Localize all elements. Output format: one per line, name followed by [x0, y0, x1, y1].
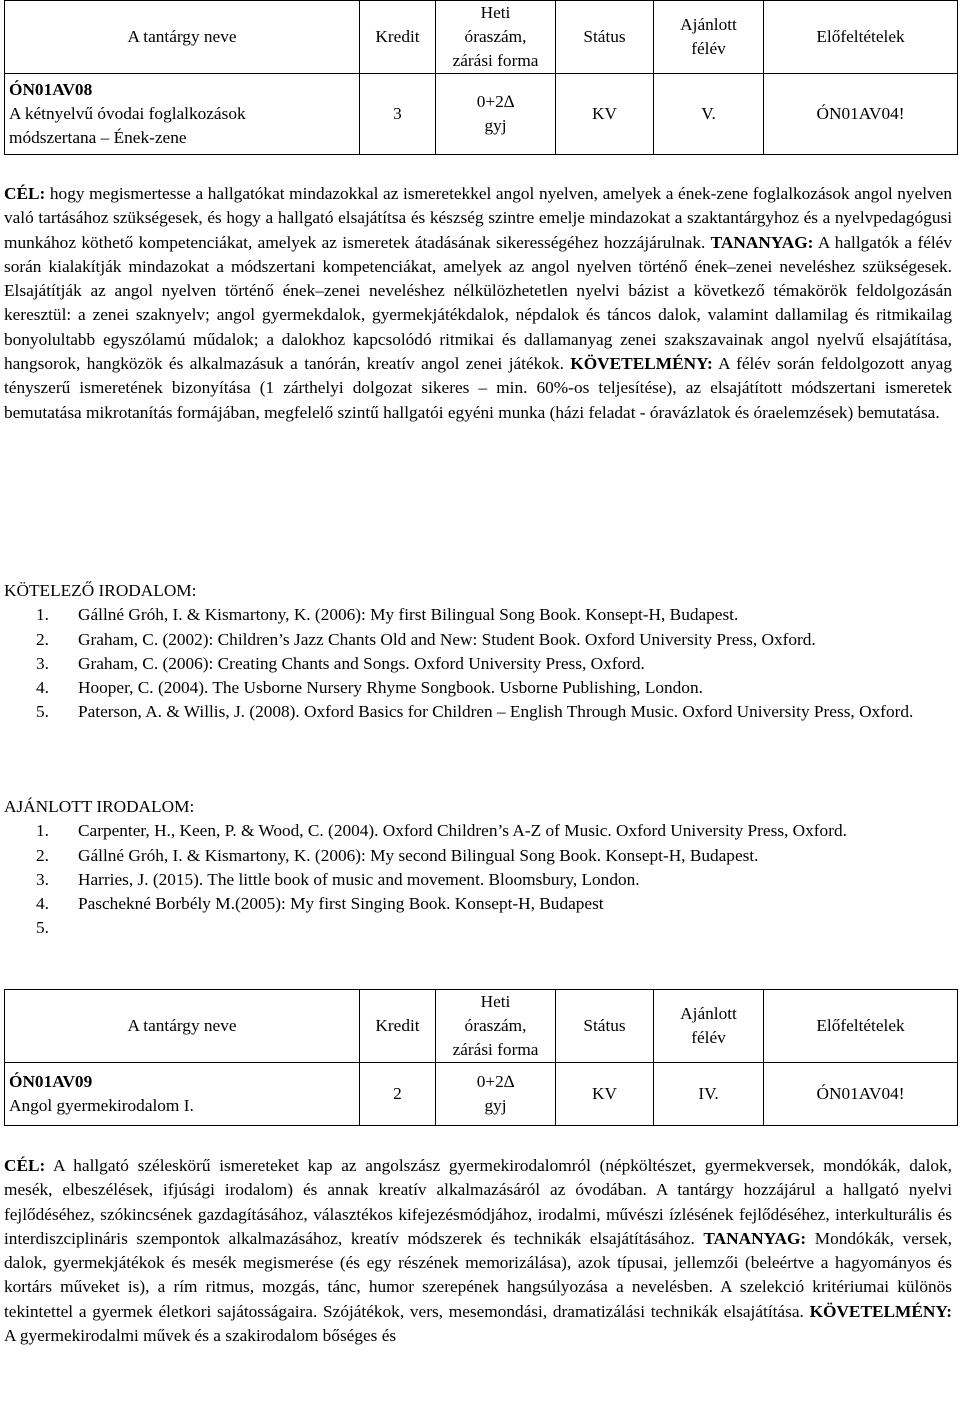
course1-desc-paragraph — [4, 182, 952, 425]
course-row — [5, 1063, 958, 1126]
header-credit: Kredit — [360, 990, 436, 1063]
required-literature — [4, 579, 952, 725]
list-text: Carpenter, H., Keen, P. & Wood, C. (2004). Oxford Children’s A-Z of Music. Oxford University Press, Oxford. — [78, 821, 847, 841]
list-text: Gállné Gróh, I. & Kismartony, K. (2006): My second Bilingual Song Book. Konsept-H, Budapest. — [78, 845, 759, 865]
list-number: 4. — [36, 894, 49, 914]
recommended-heading: AJÁNLOTT IRODALOM: — [4, 797, 195, 816]
course-name-line2: módszertana – Ének-zene — [9, 128, 187, 147]
header-semester-line1: Ajánlott — [680, 1004, 737, 1023]
course-name-cell — [5, 74, 360, 155]
cel-text: hogy megismertesse a hallgatókat mindazokkal az ismeretekkel angol nyelven, amelyek a ének-zene foglalkozások angol nyelven való tartásához szükségesek, és hogy a hallgató elsajátítsa és készség szintre emelje mindazokat a szaktantárgyhoz és a nyelvpedagógusi munkához köthető kompetenciákat, amelyek az ismeretek átadásának sikerességéhez hozzájárulnak. — [4, 184, 952, 252]
header-semester-line2: félév — [691, 1028, 726, 1047]
course-name-line1: A kétnyelvű óvodai foglalkozások — [9, 104, 246, 123]
course-status: KV — [556, 1063, 654, 1126]
header-status: Státus — [556, 990, 654, 1063]
list-item — [4, 676, 952, 700]
course-semester: V. — [654, 74, 764, 155]
list-text: Paterson, A. & Willis, J. (2008). Oxford Basics for Children – English Through Music. Oxford University Press, Oxford. — [78, 702, 914, 722]
course-table-1 — [4, 0, 958, 155]
header-semester-line2: félév — [691, 39, 726, 58]
kovetelmeny-label: KÖVETELMÉNY: — [809, 1301, 952, 1321]
list-item — [4, 868, 952, 892]
course-prereq: ÓN01AV04! — [764, 74, 958, 155]
header-credit: Kredit — [360, 1, 436, 74]
list-item — [4, 844, 952, 868]
course-hours — [436, 74, 556, 155]
header-semester-line1: Ajánlott — [680, 15, 737, 34]
course-hours-line1: 0+2∆ — [476, 1072, 515, 1091]
header-hours — [436, 1, 556, 74]
header-semester — [654, 1, 764, 74]
tananyag-label: TANANYAG: — [710, 232, 814, 252]
list-text: Hooper, C. (2004). The Usborne Nursery Rhyme Songbook. Usborne Publishing, London. — [78, 678, 703, 698]
header-hours-line1: Heti — [480, 992, 511, 1011]
list-number: 5. — [36, 918, 49, 938]
list-item — [4, 652, 952, 676]
cel-label: CÉL: — [4, 184, 46, 203]
cel-label: CÉL: — [4, 1156, 46, 1175]
header-status: Státus — [556, 1, 654, 74]
header-name: A tantárgy neve — [5, 1, 360, 74]
list-text: Gállné Gróh, I. & Kismartony, K. (2006): My first Bilingual Song Book. Konsept-H, Budapest. — [78, 605, 739, 625]
header-hours — [436, 990, 556, 1063]
course-credit: 2 — [360, 1063, 436, 1126]
header-hours-line1: Heti — [480, 3, 511, 22]
course-row — [5, 74, 958, 155]
required-list — [4, 603, 952, 724]
list-item — [4, 819, 952, 843]
list-item — [4, 700, 952, 724]
list-number: 3. — [36, 869, 49, 889]
list-number: 2. — [36, 629, 49, 649]
course-table-2 — [4, 989, 958, 1126]
list-number: 1. — [36, 605, 49, 625]
header-hours-line2: óraszám, — [464, 1016, 527, 1035]
header-hours-line3: zárási forma — [452, 1040, 539, 1059]
course-hours-line1: 0+2∆ — [476, 92, 515, 111]
list-item — [4, 628, 952, 652]
header-hours-line2: óraszám, — [464, 27, 527, 46]
list-number: 3. — [36, 653, 49, 673]
list-item — [4, 916, 952, 940]
header-semester — [654, 990, 764, 1063]
header-prereq: Előfeltételek — [764, 990, 958, 1063]
header-prereq: Előfeltételek — [764, 1, 958, 74]
course-hours-line2: gyj — [484, 1096, 507, 1115]
course-credit: 3 — [360, 74, 436, 155]
kovetelmeny-text: A félév során feldolgozott anyag tényszerű ismeretének bizonyítása (1 zárthelyi dolgozat sikeres – min. 60%-os teljesítése), az elsajátított módszertani ismeretek bemutatása mikrotanítás formájában, megfelelő szintű hallgatói egyéni munka (házi feladat - óravázlatok és óraelemzések) bemutatása. — [4, 354, 952, 422]
list-item — [4, 603, 952, 627]
course2-description — [4, 1154, 952, 1348]
header-hours-line3: zárási forma — [452, 51, 539, 70]
course-status: KV — [556, 74, 654, 155]
tananyag-label: TANANYAG: — [703, 1228, 807, 1248]
list-text: Paschekné Borbély M.(2005): My first Singing Book. Konsept-H, Budapest — [78, 894, 604, 914]
tananyag-text: A hallgatók a félév során kialakítják mindazokat a módszertani kompetenciákat, amelyek az angol nyelven történő ének–zenei neveléshez szükségesek. Elsajátítják az angol nyelven történő ének–zenei neveléshez nélkülözhetetlen nyelvi bázist a következő témakörök feldolgozásán keresztül: a zenei szaknyelv; angol gyermekdalok, gyermekjátékdalok, népdalok és táncos dalok, valamint dallamilag és ritmikailag bonyolultabb egyszólamú műdalok; a dalokhoz kapcsolódó ritmikai és dallamanyag zenei szakszavainak angol nyelvű elsajátítása, hangsorok, hangközök és alkalmazásuk a tanórán, kreatív angol zenei játékok. — [4, 232, 952, 374]
course-name-cell — [5, 1063, 360, 1126]
cel-text: A hallgató széleskörű ismereteket kap az angolszász gyermekirodalomról (népköltészet, gyermekversek, mondókák, dalok, mesék, elbeszélések, ifjúsági irodalom) és annak kreatív alkalmazásáról az óvodában. A tantárgy hozzájárul a hallgató nyelvi fejlődéséhez, szókincsének gazdagításához, választékos kifejezésmódjához, irodalmi, művészi ízlésének fejlődéséhez, interkulturális és interdiszciplináris szempontok alkalmazásához, kreatív módszerek és technikák elsajátításához. — [4, 1156, 952, 1248]
list-text: Graham, C. (2002): Children’s Jazz Chants Old and New: Student Book. Oxford University Press, Oxford. — [78, 629, 816, 649]
table-header-row — [5, 1, 958, 74]
course-hours — [436, 1063, 556, 1126]
list-text: Graham, C. (2006): Creating Chants and Songs. Oxford University Press, Oxford. — [78, 653, 645, 673]
course1-description — [4, 182, 952, 425]
list-number: 2. — [36, 845, 49, 865]
tananyag-text: Mondókák, versek, dalok, gyermekjátékok és mesék megismerése (és egy részének memorizálása), azok típusai, jellemzői (beleértve a hagyományos és kortárs műveket is), a rím ritmus, mozgás, tánc, humor szerepének hangsúlyozása a nevelésben. A szelekció kritériumai különös tekintettel a gyermek életkori sajátosságaira. Szójátékok, vers, mesemondási, dramatizálási technikák elsajátítása. — [4, 1228, 953, 1321]
kovetelmeny-text: A gyermekirodalmi művek és a szakirodalom bőséges és — [4, 1326, 397, 1346]
required-heading: KÖTELEZŐ IRODALOM: — [4, 581, 197, 600]
header-name: A tantárgy neve — [5, 990, 360, 1063]
course-prereq: ÓN01AV04! — [764, 1063, 958, 1126]
list-number: 4. — [36, 678, 49, 698]
recommended-literature — [4, 795, 952, 941]
course-code: ÓN01AV09 — [9, 1072, 93, 1091]
course-name-line1: Angol gyermekirodalom I. — [9, 1096, 194, 1115]
course2-desc-paragraph — [4, 1154, 952, 1348]
course-semester: IV. — [654, 1063, 764, 1126]
list-text: Harries, J. (2015). The little book of music and movement. Bloomsbury, London. — [78, 869, 640, 889]
list-item — [4, 892, 952, 916]
course-hours-line2: gyj — [484, 116, 507, 135]
course-code: ÓN01AV08 — [9, 80, 93, 99]
table-header-row — [5, 990, 958, 1063]
list-number: 5. — [36, 702, 49, 722]
list-number: 1. — [36, 821, 49, 841]
kovetelmeny-label: KÖVETELMÉNY: — [570, 354, 713, 374]
recommended-list — [4, 819, 952, 940]
